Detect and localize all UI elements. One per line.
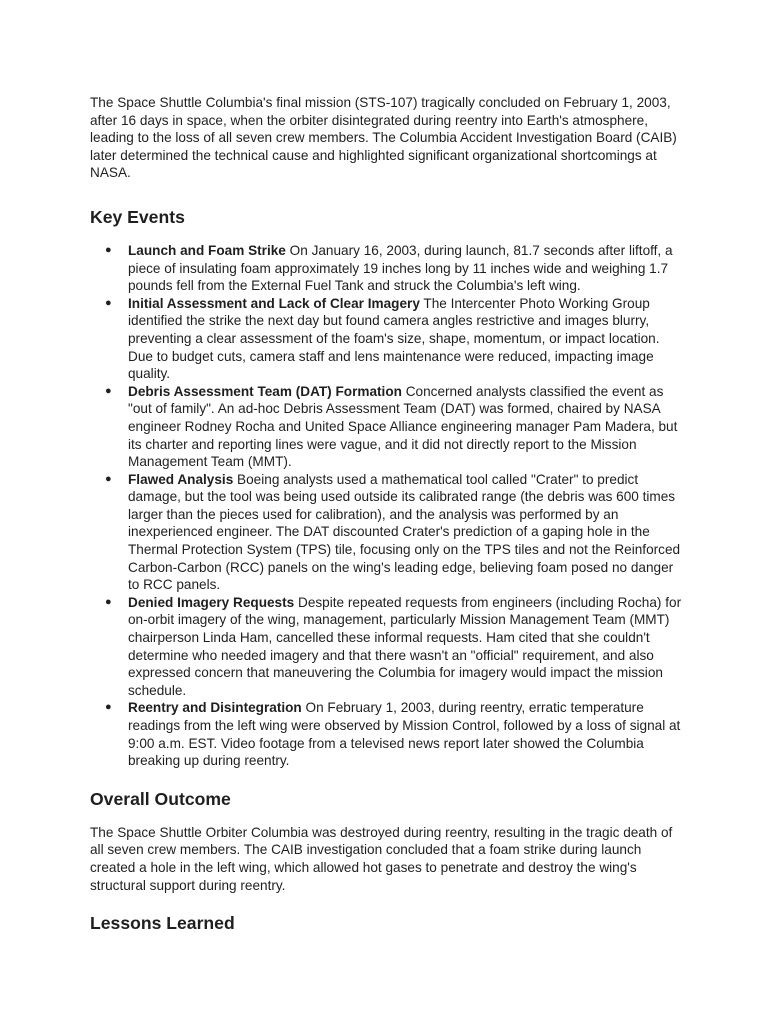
bullet-icon: ● — [105, 701, 112, 714]
bullet-icon: ● — [105, 595, 112, 608]
bullet-icon: ● — [105, 243, 112, 256]
key-events-heading: Key Events — [90, 206, 185, 227]
event-title: Initial Assessment and Lack of Clear Imagery — [128, 295, 420, 311]
event-title: Reentry and Disintegration — [128, 700, 302, 716]
event-text: On February 1, 2003, during reentry, erratic temperature readings from the left wing were observed by Mission Control, followed by a loss of signal at 9:00 a.m. EST. Video footage from a televised news report later showed the Columbia breaking up during reentry. — [128, 700, 681, 769]
list-item — [90, 242, 682, 295]
key-events-list — [90, 242, 682, 770]
event-title: Denied Imagery Requests — [128, 594, 295, 610]
list-item — [90, 699, 682, 769]
list-item — [90, 594, 682, 700]
event-title: Debris Assessment Team (DAT) Formation — [128, 383, 402, 399]
list-item — [90, 295, 682, 383]
event-text: On January 16, 2003, during launch, 81.7 seconds after liftoff, a piece of insulating foam approximately 19 inches long by 11 inches wide and weighing 1.7 pounds fell from the External Fuel Tank and struck the Columbia's left wing. — [128, 242, 673, 294]
bullet-icon: ● — [105, 472, 112, 485]
overall-outcome-heading: Overall Outcome — [90, 788, 231, 809]
bullet-icon: ● — [105, 296, 112, 309]
document-page — [90, 94, 682, 934]
event-text: Concerned analysts classified the event as "out of family". An ad-hoc Debris Assessment Team (DAT) was formed, chaired by NASA engineer Rodney Rocha and United Space Alliance engineering manager Pam Madera, but its charter and reporting lines were vague, and it did not directly report to the Mission Management Team (MMT). — [128, 383, 678, 470]
event-title: Flawed Analysis — [128, 471, 234, 487]
event-text: Despite repeated requests from engineers (including Rocha) for on-orbit imagery of the wing, management, particularly Mission Management Team (MMT) chairperson Linda Ham, cancelled these informal requests. Ham cited that she couldn't determine who needed imagery and that there wasn't an "official" requirement, and also expressed concern that maneuvering the Columbia for imagery would impact the mission schedule. — [128, 594, 682, 698]
event-title: Launch and Foam Strike — [128, 242, 286, 258]
list-item — [90, 383, 682, 471]
event-text: The Intercenter Photo Working Group identified the strike the next day but found camera angles restrictive and images blurry, preventing a clear assessment of the foam's size, shape, momentum, or impact location. Due to budget cuts, camera staff and lens maintenance were reduced, impacting image quality. — [128, 295, 660, 382]
lessons-learned-heading: Lessons Learned — [90, 913, 235, 934]
overall-outcome-paragraph: The Space Shuttle Orbiter Columbia was destroyed during reentry, resulting in the tragic death of all seven crew members. The CAIB investigation concluded that a foam strike during launch created a hole in the left wing, which allowed hot gases to penetrate and destroy the wing's structural support during reentry. — [90, 824, 673, 893]
intro-paragraph: The Space Shuttle Columbia's final mission (STS-107) tragically concluded on February 1, 2003, after 16 days in space, when the orbiter disintegrated during reentry into Earth's atmosphere, leading to the loss of all seven crew members. The Columbia Accident Investigation Board (CAIB) later determined the technical cause and highlighted significant organizational shortcomings at NASA. — [90, 95, 677, 181]
bullet-icon: ● — [105, 384, 112, 397]
event-text: Boeing analysts used a mathematical tool called "Crater" to predict damage, but the tool was being used outside its calibrated range (the debris was 600 times larger than the pieces used for calibration), and the analysis was performed by an inexperienced engineer. The DAT discounted Crater's prediction of a gaping hole in the Thermal Protection System (TPS) tile, focusing only on the TPS tiles and not the Reinforced Carbon-Carbon (RCC) panels on the wing's leading edge, believing foam posed no danger to RCC panels. — [128, 471, 681, 593]
list-item — [90, 471, 682, 594]
